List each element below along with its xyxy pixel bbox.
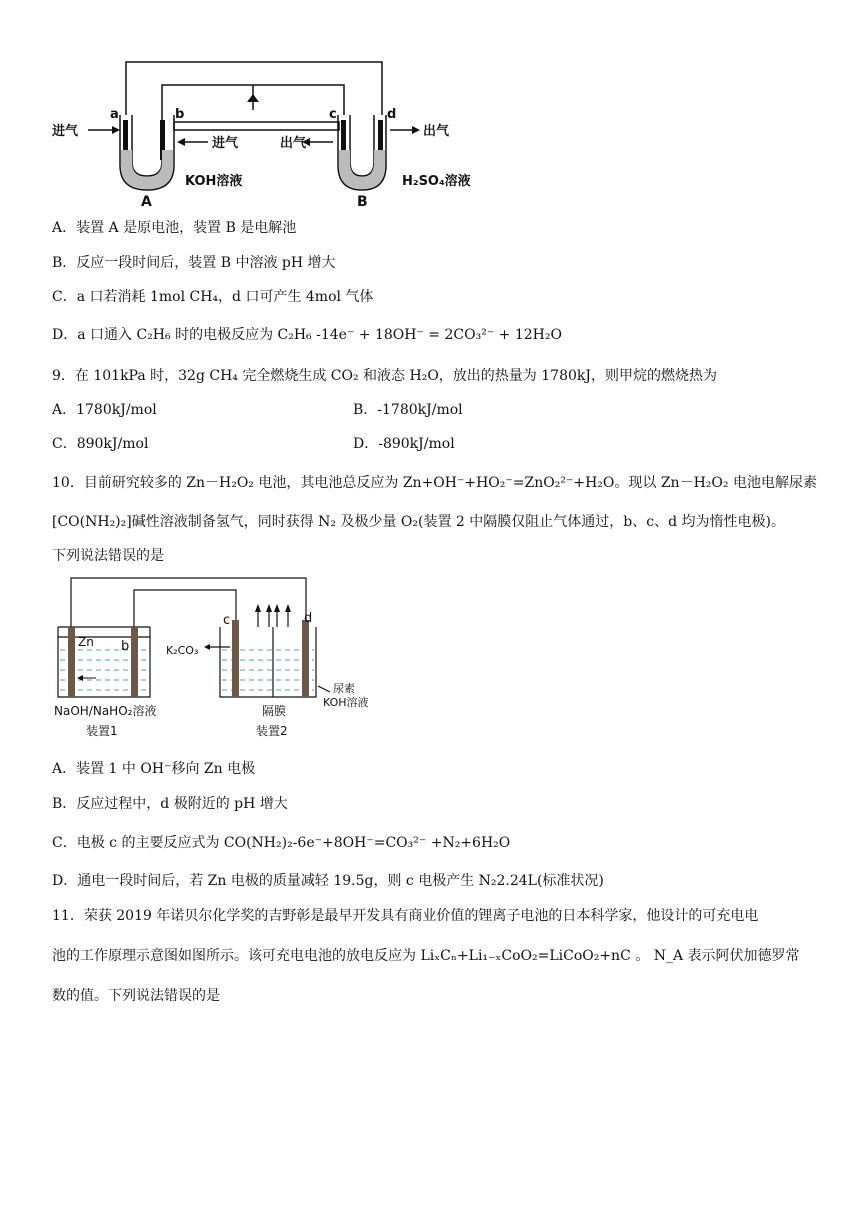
- label-out-gas-right: 出气: [423, 124, 450, 139]
- label-d-electrode: d: [304, 611, 313, 626]
- label-k2co3: K₂CO₃: [166, 644, 199, 657]
- label-koh: KOH溶液: [185, 174, 243, 189]
- label-out-gas-mid: 出气: [280, 136, 307, 151]
- label-b: b: [175, 107, 185, 122]
- q10-option-a: A．装置 1 中 OH⁻移向 Zn 电极: [52, 761, 256, 777]
- label-d: d: [387, 107, 397, 122]
- label-a: a: [110, 107, 119, 122]
- label-b-electrode: b: [121, 639, 130, 654]
- label-in-gas-mid: 进气: [212, 136, 239, 151]
- label-h2so4: H₂SO₄溶液: [402, 174, 471, 189]
- label-c-electrode: c: [223, 613, 231, 628]
- q9-option-d: D．-890kJ/mol: [353, 436, 455, 452]
- label-in-gas-left: 进气: [52, 124, 79, 139]
- q8-option-b: B．反应一段时间后，装置 B 中溶液 pH 增大: [52, 255, 336, 271]
- q11-stem-line2: 池的工作原理示意图如图所示。该可充电电池的放电反应为 LiₓCₙ+Li₁₋ₓCoO₂=LiCoO₂+nC 。 N_A 表示阿伏加德罗常: [52, 948, 800, 964]
- label-zn: Zn: [78, 635, 94, 649]
- label-urea: 尿素: [333, 682, 355, 695]
- q10-option-b: B．反应过程中，d 极附近的 pH 增大: [52, 796, 288, 812]
- label-device-2: 装置2: [256, 724, 288, 738]
- figure-2-electrolysis: [40, 572, 390, 757]
- label-device-a: A: [141, 194, 152, 210]
- q10-stem-line2: [CO(NH₂)₂]碱性溶液制备氢气，同时获得 N₂ 及极少量 O₂(装置 2 中隔膜仅阻止气体通过，b、c、d 均为惰性电极)。: [52, 514, 785, 530]
- q10-option-d: D．通电一段时间后，若 Zn 电极的质量减轻 19.5g，则 c 电极产生 N₂2.24L(标准状况): [52, 873, 604, 889]
- q10-stem-line1: 10．目前研究较多的 Zn－H₂O₂ 电池，其电池总反应为 Zn+OH⁻+HO₂⁻=ZnO₂²⁻+H₂O。现以 Zn－H₂O₂ 电池电解尿素: [52, 475, 817, 491]
- q10-stem-line3: 下列说法错误的是: [52, 548, 164, 564]
- q10-option-c: C．电极 c 的主要反应式为 CO(NH₂)₂-6e⁻+8OH⁻=CO₃²⁻ +N₂+6H₂O: [52, 835, 511, 851]
- figure-1-u-tube-cells: [40, 50, 500, 210]
- q8-option-c: C．a 口若消耗 1mol CH₄，d 口可产生 4mol 气体: [52, 289, 374, 305]
- q11-stem-line1: 11．荣获 2019 年诺贝尔化学奖的吉野彰是最早开发具有商业价值的锂离子电池的日本科学家，他设计的可充电电: [52, 908, 759, 924]
- label-solution-1: NaOH/NaHO₂溶液: [54, 704, 157, 718]
- label-device-1: 装置1: [86, 724, 118, 738]
- q8-option-d: D．a 口通入 C₂H₆ 时的电极反应为 C₂H₆ -14e⁻ + 18OH⁻ = 2CO₃²⁻ + 12H₂O: [52, 327, 562, 343]
- q8-option-a: A．装置 A 是原电池，装置 B 是电解池: [52, 220, 297, 236]
- q9-option-c: C．890kJ/mol: [52, 436, 149, 452]
- label-membrane: 隔膜: [262, 704, 287, 718]
- q9-stem: 9．在 101kPa 时，32g CH₄ 完全燃烧生成 CO₂ 和液态 H₂O，放出的热量为 1780kJ，则甲烷的燃烧热为: [52, 368, 717, 384]
- q9-option-a: A．1780kJ/mol: [52, 402, 157, 418]
- q9-option-b: B．-1780kJ/mol: [353, 402, 463, 418]
- label-koh-solution: KOH溶液: [323, 696, 369, 709]
- label-device-b: B: [357, 194, 368, 210]
- label-c: c: [329, 107, 337, 122]
- q11-stem-line3: 数的值。下列说法错误的是: [52, 988, 220, 1004]
